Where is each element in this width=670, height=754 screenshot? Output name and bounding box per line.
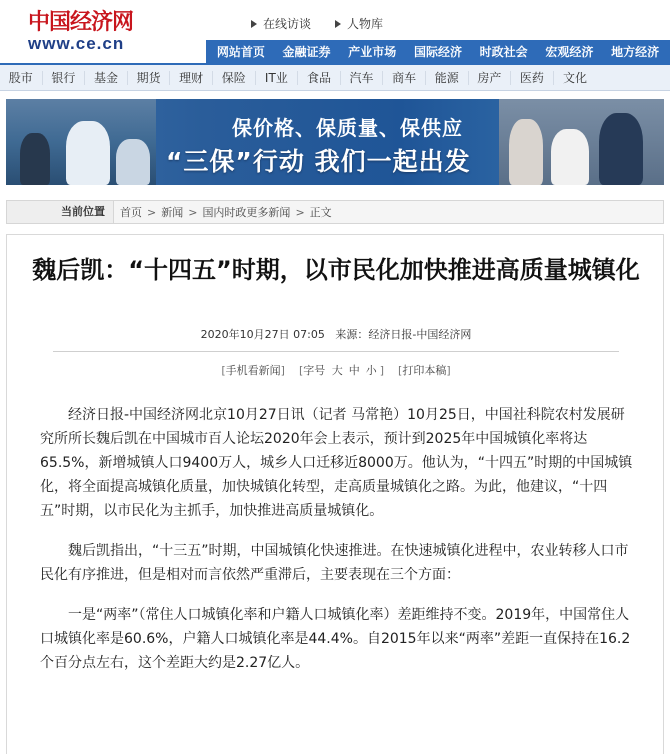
article-paragraph: 经济日报-中国经济网北京10月27日讯（记者 马常艳）10月25日，中国社科院农村发展研究所所长魏后凯在中国城市百人论坛2020年会上表示，预计到2025年中国城镇化率将达65.5%，新增城镇人口9400万人，城乡人口迁移近8000万。他认为，“十四五”时期的中国城镇化，将全面提高城镇化质量，加快城镇化转型，走高质量城镇化之路。为此，他建议，“十四五”时期，以市民化为主抓手，加快推进高质量城镇化。 <box>40 407 633 519</box>
category-item[interactable]: 股市 <box>0 71 43 85</box>
breadcrumb-item[interactable]: 首页 <box>120 206 142 219</box>
category-item[interactable]: 房产 <box>469 71 512 85</box>
article <box>6 234 664 754</box>
main-nav <box>206 40 670 63</box>
top-link-interview[interactable] <box>251 15 311 32</box>
breadcrumb-label: 当前位置 <box>7 201 114 223</box>
category-item[interactable]: 食品 <box>298 71 341 85</box>
breadcrumb-item[interactable]: 新闻 <box>161 206 184 219</box>
category-item[interactable]: 能源 <box>426 71 469 85</box>
breadcrumb <box>6 200 664 224</box>
main-nav-item[interactable]: 金融证券 <box>282 45 331 59</box>
category-item[interactable]: 银行 <box>43 71 86 85</box>
top-links <box>251 15 383 32</box>
main-nav-item[interactable]: 产业市场 <box>348 45 397 59</box>
breadcrumb-separator: > <box>188 205 198 219</box>
breadcrumb-item: 正文 <box>309 206 332 219</box>
banner-photo-left <box>6 99 156 185</box>
promo-banner[interactable] <box>6 99 664 185</box>
breadcrumb-item[interactable]: 国内时政更多新闻 <box>202 206 291 219</box>
top-link-label: 人物库 <box>347 17 384 31</box>
banner-photo-right <box>499 99 664 185</box>
article-title: 魏后凯：“十四五”时期，以市民化加快推进高质量城镇化 <box>32 256 640 284</box>
category-item[interactable]: 理财 <box>170 71 213 85</box>
main-nav-item[interactable]: 时政社会 <box>479 45 528 59</box>
category-nav <box>0 63 670 91</box>
category-item[interactable]: 商车 <box>383 71 426 85</box>
main-nav-item[interactable]: 地方经济 <box>611 45 660 59</box>
main-nav-item[interactable]: 网站首页 <box>216 45 265 59</box>
article-meta <box>7 326 665 342</box>
category-item[interactable]: 医药 <box>511 71 554 85</box>
category-item[interactable]: 期货 <box>128 71 171 85</box>
category-item[interactable]: 汽车 <box>341 71 384 85</box>
banner-slogan: “三保”行动 我们一起出发 <box>166 147 471 176</box>
main-nav-item[interactable]: 宏观经济 <box>545 45 594 59</box>
print-link[interactable]: 打印本稿 <box>402 364 447 377</box>
top-link-label: 在线访谈 <box>263 17 312 31</box>
triangle-right-icon <box>251 20 257 28</box>
logo-text: 中国经济网 <box>28 9 134 35</box>
article-paragraph: 魏后凯指出，“十三五”时期，中国城镇化快速推进。在快速城镇化进程中，农业转移人口市民化有序推进，但是相对而言依然严重滞后，主要表现在三个方面： <box>40 543 629 583</box>
article-paragraph: 一是“两率”（常住人口城镇化率和户籍人口城镇化率）差距维持不变。2019年，中国常住人口城镇化率是60.6%，户籍人口城镇化率是44.4%。自2015年以来“两率”差距一直保持在16.2个百分点左右，这个差距大约是2.27亿人。 <box>40 607 631 671</box>
breadcrumb-separator: > <box>147 205 157 219</box>
category-item[interactable]: 文化 <box>563 70 588 85</box>
font-size-label: 字号 <box>303 364 326 377</box>
category-item[interactable]: 基金 <box>85 71 128 85</box>
top-link-people[interactable] <box>335 15 383 32</box>
banner-headline: 保价格、保质量、保供应 <box>232 116 463 140</box>
article-body <box>40 403 636 691</box>
logo-url: www.ce.cn <box>28 34 125 53</box>
font-size-medium[interactable]: 中 <box>348 364 360 377</box>
triangle-right-icon <box>335 20 341 28</box>
mobile-news-link[interactable]: 手机看新闻 <box>225 364 281 377</box>
font-size-large[interactable]: 大 <box>331 364 343 377</box>
divider <box>53 351 619 352</box>
site-header <box>0 0 670 64</box>
article-date: 2020年10月27日 07:05 <box>200 328 325 341</box>
article-source: 来源：经济日报-中国经济网 <box>335 328 472 341</box>
font-size-small[interactable]: 小 <box>365 364 377 377</box>
category-item[interactable]: IT业 <box>256 71 299 85</box>
breadcrumb-separator: > <box>295 205 305 219</box>
article-tools: [手机看新闻] [字号 大 中 小 ] [打印本稿] <box>221 364 451 377</box>
site-logo[interactable] <box>28 9 133 53</box>
main-nav-item[interactable]: 国际经济 <box>413 45 462 59</box>
category-item[interactable]: 保险 <box>213 71 256 85</box>
